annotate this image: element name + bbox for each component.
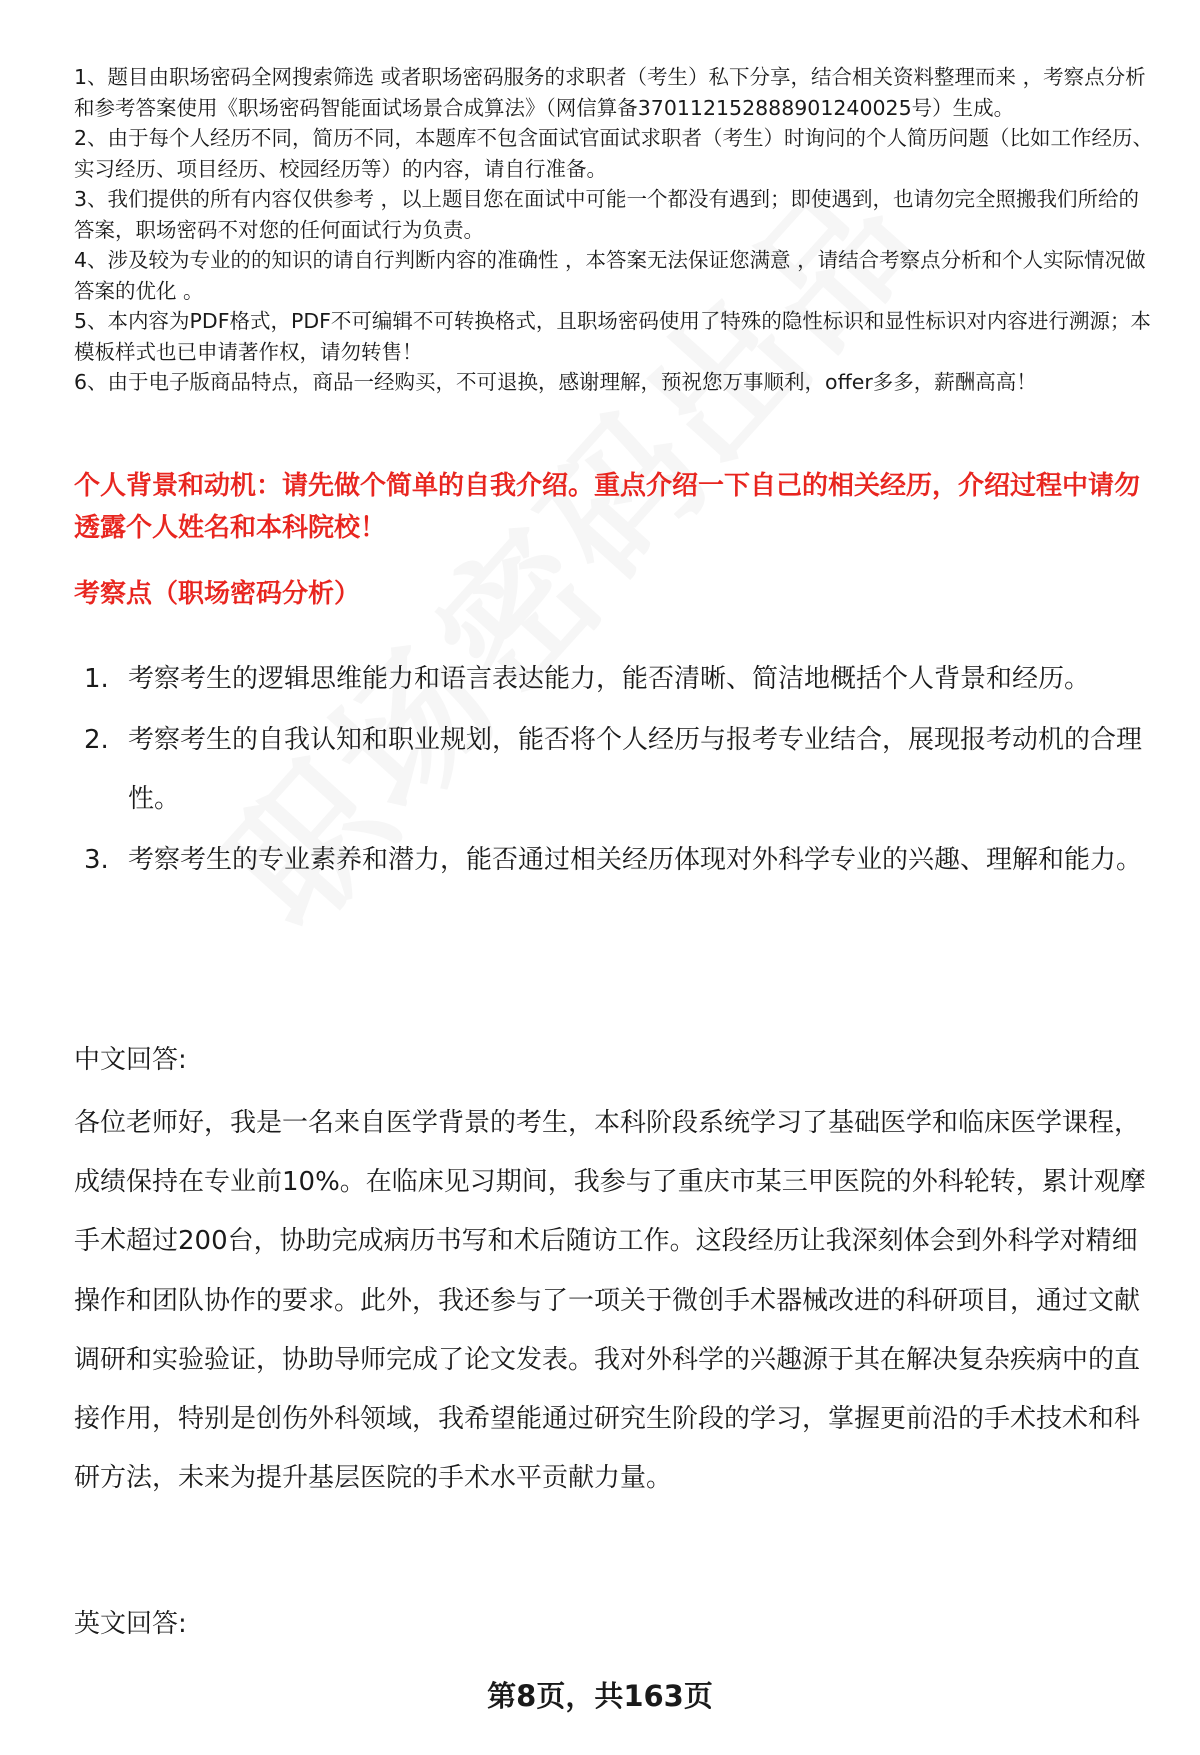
point-text: 考察考生的逻辑思维能力和语言表达能力，能否清晰、简洁地概括个人背景和经历。 [128,664,1091,694]
page-number: 第8页，共163页 [487,1679,713,1713]
assessment-point [74,831,1159,890]
disclaimer-notes [74,62,1159,398]
disclaimer-note: 1、题目由职场密码全网搜索筛选 或者职场密码服务的求职者（考生）私下分享，结合相关资料整理而来 ，考察点分析和参考答案使用《职场密码智能面试场景合成算法》（网信算备370112152888901240025号）生成。 [74,65,1146,120]
point-number: 2. [84,725,109,755]
chinese-answer-label: 中文回答: [74,1045,187,1075]
point-number: 1. [84,664,109,694]
assessment-heading: 考察点（职场密码分析） [74,579,361,609]
interview-question: 个人背景和动机：请先做个简单的自我介绍。重点介绍一下自己的相关经历，介绍过程中请勿透露个人姓名和本科院校！ [74,471,1141,543]
disclaimer-note: 3、我们提供的所有内容仅供参考 ，以上题目您在面试中可能一个都没有遇到；即使遇到，也请勿完全照搬我们所给的答案，职场密码不对您的任何面试行为负责。 [74,187,1140,242]
assessment-points [74,650,1159,892]
assessment-point [74,711,1159,829]
disclaimer-note: 2、由于每个人经历不同，简历不同，本题库不包含面试官面试求职者（考生）时询问的个人简历问题（比如工作经历、实习经历、项目经历、校园经历等）的内容，请自行准备。 [74,126,1154,181]
point-text: 考察考生的专业素养和潜力，能否通过相关经历体现对外科学专业的兴趣、理解和能力。 [128,845,1143,875]
english-answer-label: 英文回答: [74,1609,187,1639]
assessment-point [74,650,1159,709]
chinese-answer-text: 各位老师好，我是一名来自医学背景的考生，本科阶段系统学习了基础医学和临床医学课程，成绩保持在专业前10%。在临床见习期间，我参与了重庆市某三甲医院的外科轮转，累计观摩手术超过200台，协助完成病历书写和术后随访工作。这段经历让我深刻体会到外科学对精细操作和团队协作的要求。此外，我还参与了一项关于微创手术器械改进的科研项目，通过文献调研和实验验证，协助导师完成了论文发表。我对外科学的兴趣源于其在解决复杂疾病中的直接作用，特别是创伤外科领域，我希望能通过研究生阶段的学习，掌握更前沿的手术技术和科研方法，未来为提升基层医院的手术水平贡献力量。 [74,1108,1146,1494]
point-number: 3. [84,845,109,875]
disclaimer-note: 6、由于电子版商品特点，商品一经购买，不可退换，感谢理解，预祝您万事顺利，offer多多，薪酬高高！ [74,370,1037,394]
disclaimer-note: 5、本内容为PDF格式，PDF不可编辑不可转换格式，且职场密码使用了特殊的隐性标识和显性标识对内容进行溯源；本模板样式也已申请著作权，请勿转售！ [74,309,1151,364]
disclaimer-note: 4、涉及较为专业的的知识的请自行判断内容的准确性 ，本答案无法保证您满意 ，请结合考察点分析和个人实际情况做答案的优化 。 [74,248,1146,303]
point-text: 考察考生的自我认知和职业规划，能否将个人经历与报考专业结合，展现报考动机的合理性。 [128,725,1143,814]
